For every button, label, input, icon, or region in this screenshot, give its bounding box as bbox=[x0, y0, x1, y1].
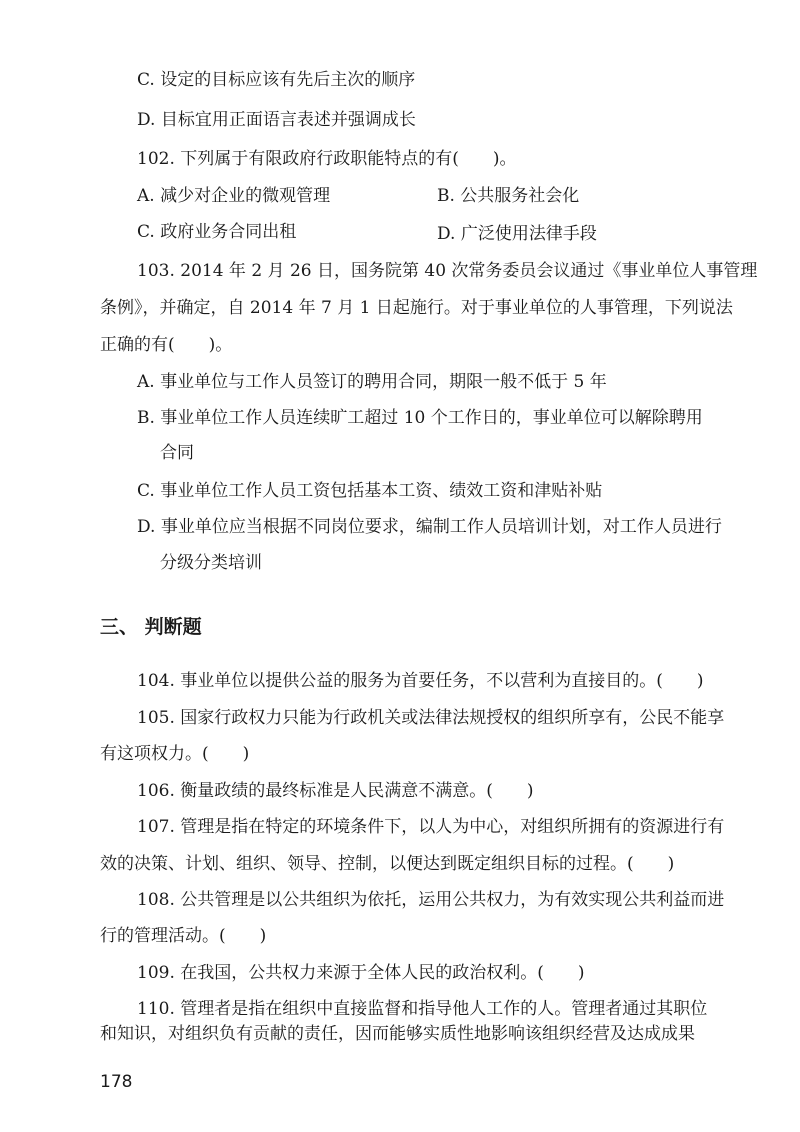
question-105-line-2: 有这项权力。( ) bbox=[100, 744, 250, 764]
question-109: 109. 在我国，公共权力来源于全体人民的政治权利。( ) bbox=[137, 963, 585, 983]
question-103-line-2: 条例》，并确定，自 2014 年 7 月 1 日起施行。对于事业单位的人事管理，下列说法 bbox=[100, 298, 733, 318]
q102-option-c: C. 政府业务合同出租 bbox=[137, 222, 297, 242]
option-d-line: D. 目标宜用正面语言表述并强调成长 bbox=[137, 110, 416, 130]
question-103-line-1: 103. 2014 年 2 月 26 日，国务院第 40 次常务委员会议通过《事业单位人事管理 bbox=[137, 261, 758, 281]
question-105-line-1: 105. 国家行政权力只能为行政机关或法律法规授权的组织所享有，公民不能享 bbox=[137, 708, 725, 728]
q102-option-a: A. 减少对企业的微观管理 bbox=[137, 186, 331, 206]
q103-option-a: A. 事业单位与工作人员签订的聘用合同，期限一般不低于 5 年 bbox=[137, 372, 607, 392]
section-title: 三、 判断题 bbox=[100, 616, 202, 638]
q103-option-b-line-2: 合同 bbox=[160, 443, 194, 463]
question-110-line-1: 110. 管理者是指在组织中直接监督和指导他人工作的人。管理者通过其职位 bbox=[137, 999, 708, 1019]
question-110-line-2: 和知识，对组织负有贡献的责任，因而能够实质性地影响该组织经营及达成成果 bbox=[100, 1024, 695, 1044]
question-104: 104. 事业单位以提供公益的服务为首要任务，不以营利为直接目的。( ) bbox=[137, 671, 704, 691]
question-103-line-3: 正确的有( )。 bbox=[100, 335, 233, 355]
q103-option-d-line-1: D. 事业单位应当根据不同岗位要求，编制工作人员培训计划，对工作人员进行 bbox=[137, 517, 722, 537]
q103-option-d-line-2: 分级分类培训 bbox=[160, 553, 262, 573]
question-107-line-1: 107. 管理是指在特定的环境条件下，以人为中心，对组织所拥有的资源进行有 bbox=[137, 817, 725, 837]
question-108-line-2: 行的管理活动。( ) bbox=[100, 926, 267, 946]
option-c-line: C. 设定的目标应该有先后主次的顺序 bbox=[137, 70, 416, 90]
page-number: 178 bbox=[100, 1072, 133, 1092]
q103-option-c: C. 事业单位工作人员工资包括基本工资、绩效工资和津贴补贴 bbox=[137, 481, 603, 501]
q103-option-b-line-1: B. 事业单位工作人员连续旷工超过 10 个工作日的，事业单位可以解除聘用 bbox=[137, 408, 703, 428]
question-108-line-1: 108. 公共管理是以公共组织为依托，运用公共权力，为有效实现公共利益而进 bbox=[137, 890, 725, 910]
q102-option-d: D. 广泛使用法律手段 bbox=[437, 224, 597, 244]
q102-option-b: B. 公共服务社会化 bbox=[437, 186, 580, 206]
question-106: 106. 衡量政绩的最终标准是人民满意不满意。( ) bbox=[137, 781, 534, 801]
question-102: 102. 下列属于有限政府行政职能特点的有( )。 bbox=[137, 149, 517, 169]
question-107-line-2: 效的决策、计划、组织、领导、控制，以便达到既定组织目标的过程。( ) bbox=[100, 854, 675, 874]
